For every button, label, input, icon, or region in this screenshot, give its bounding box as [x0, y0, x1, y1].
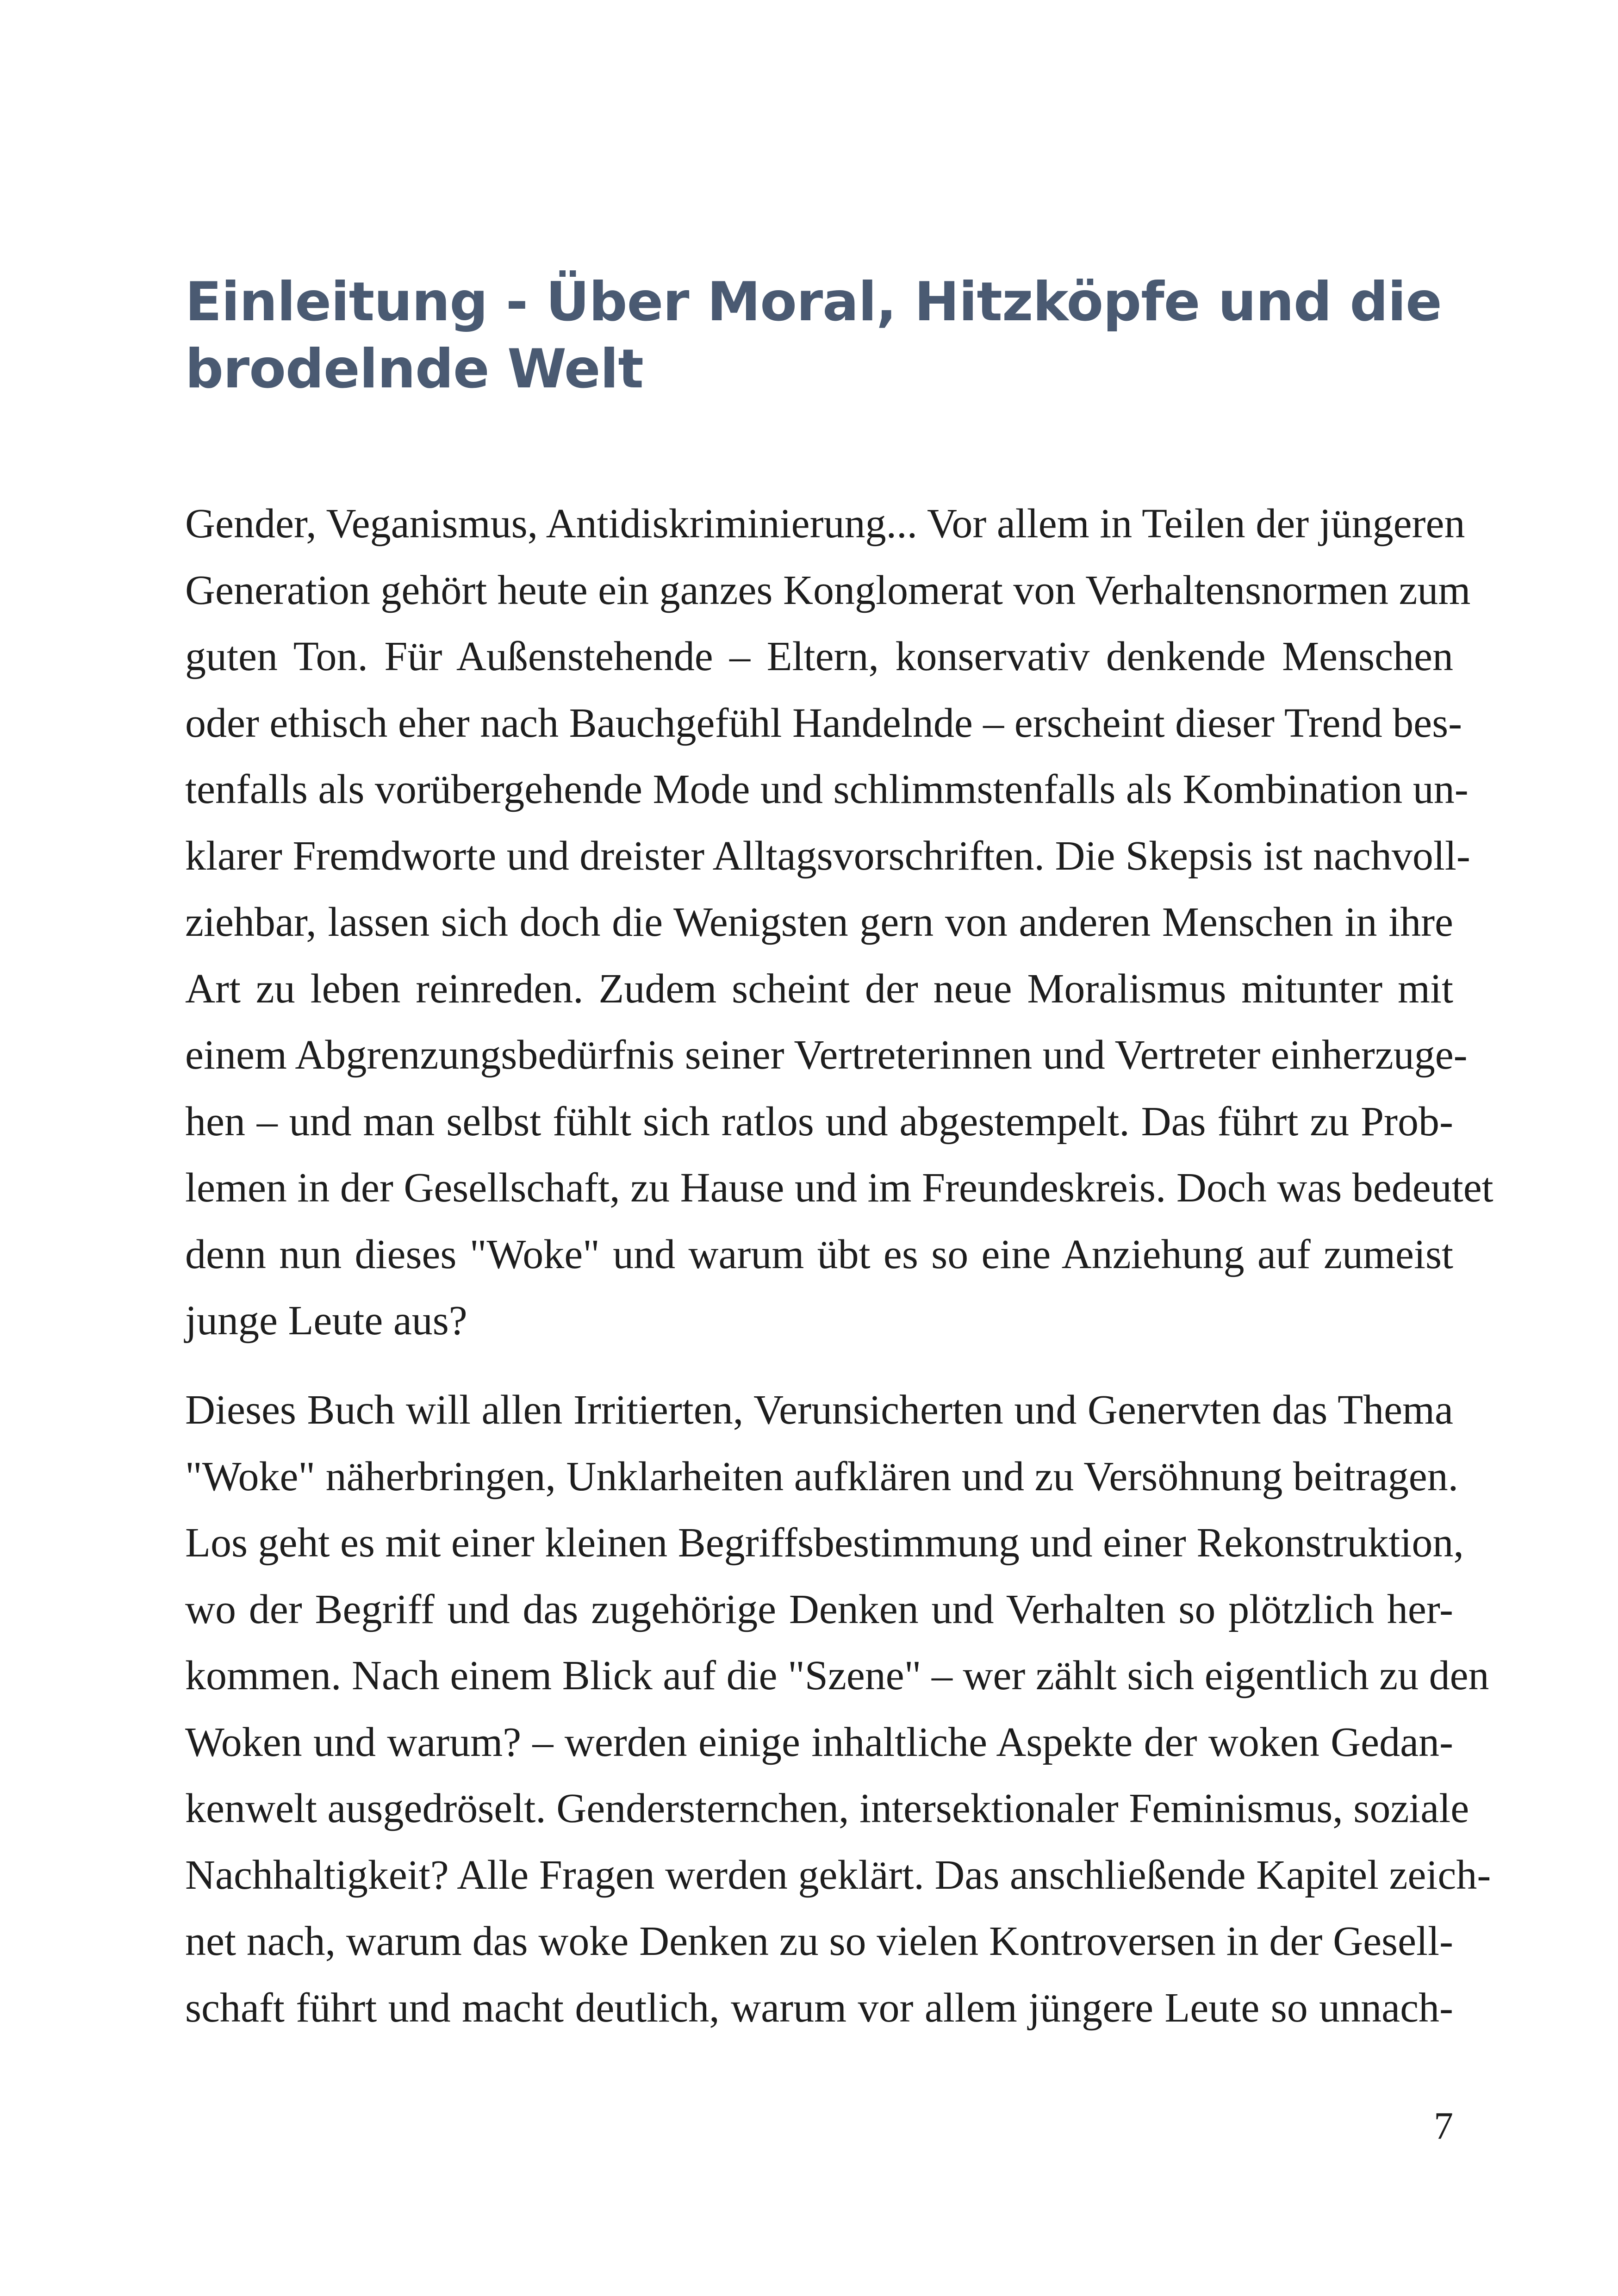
- text-line: lemen in der Gesellschaft, zu Hause und im Freundeskreis. Doch was bedeutet: [185, 1165, 1494, 1211]
- text-line: wo der Begriff und das zugehörige Denken und Verhalten so plötzlich her-: [185, 1586, 1453, 1632]
- text-line: schaft führt und macht deutlich, warum vor allem jüngere Leute so unnach-: [185, 1985, 1453, 2031]
- text-line: ziehbar, lassen sich doch die Wenigsten gern von anderen Menschen in ihre: [185, 899, 1453, 945]
- text-line: Gender, Veganismus, Antidiskriminierung... Vor allem in Teilen der jüngeren: [185, 501, 1465, 547]
- text-line: oder ethisch eher nach Bauchgefühl Handelnde – erscheint dieser Trend bes-: [185, 700, 1462, 746]
- chapter-heading: Einleitung - Über Moral, Hitzköpfe und die brodelnde Welt: [185, 271, 1442, 400]
- paragraph-1: [185, 491, 1494, 1354]
- text-line: kommen. Nach einem Blick auf die "Szene" – wer zählt sich eigentlich zu den: [185, 1653, 1489, 1699]
- text-line: kenwelt ausgedröselt. Gendersternchen, intersektionaler Feminismus, soziale: [185, 1786, 1469, 1831]
- text-line: Dieses Buch will allen Irritierten, Verunsicherten und Genervten das Thema: [185, 1387, 1453, 1433]
- text-line: hen – und man selbst fühlt sich ratlos und abgestempelt. Das führt zu Prob-: [185, 1098, 1453, 1145]
- text-line: Woken und warum? – werden einige inhaltliche Aspekte der woken Gedan-: [185, 1719, 1453, 1765]
- text-line: Art zu leben reinreden. Zudem scheint der neue Moralismus mitunter mit: [185, 965, 1453, 1012]
- text-line: einem Abgrenzungsbedürfnis seiner Vertreterinnen und Vertreter einherzuge-: [185, 1032, 1468, 1078]
- text-line: klarer Fremdworte und dreister Alltagsvorschriften. Die Skepsis ist nachvoll-: [185, 833, 1470, 879]
- text-line: junge Leute aus?: [185, 1298, 467, 1344]
- text-line: net nach, warum das woke Denken zu so vielen Kontroversen in der Gesell-: [185, 1918, 1453, 1964]
- text-line: "Woke" näherbringen, Unklarheiten aufklären und zu Versöhnung beitragen.: [185, 1453, 1459, 1500]
- text-line: Los geht es mit einer kleinen Begriffsbestimmung und einer Rekonstruktion,: [185, 1520, 1464, 1566]
- text-line: Generation gehört heute ein ganzes Konglomerat von Verhaltensnormen zum: [185, 567, 1471, 613]
- paragraph-2: [185, 1377, 1491, 2041]
- text-line: denn nun dieses "Woke" und warum übt es so eine Anziehung auf zumeist: [185, 1231, 1453, 1277]
- page-number: 7: [1434, 2104, 1453, 2147]
- text-line: Nachhaltigkeit? Alle Fragen werden geklärt. Das anschließende Kapitel zeich-: [185, 1852, 1491, 1898]
- text-line: guten Ton. Für Außenstehende – Eltern, konservativ denkende Menschen: [185, 634, 1453, 679]
- text-line: tenfalls als vorübergehende Mode und schlimmstenfalls als Kombination un-: [185, 766, 1469, 812]
